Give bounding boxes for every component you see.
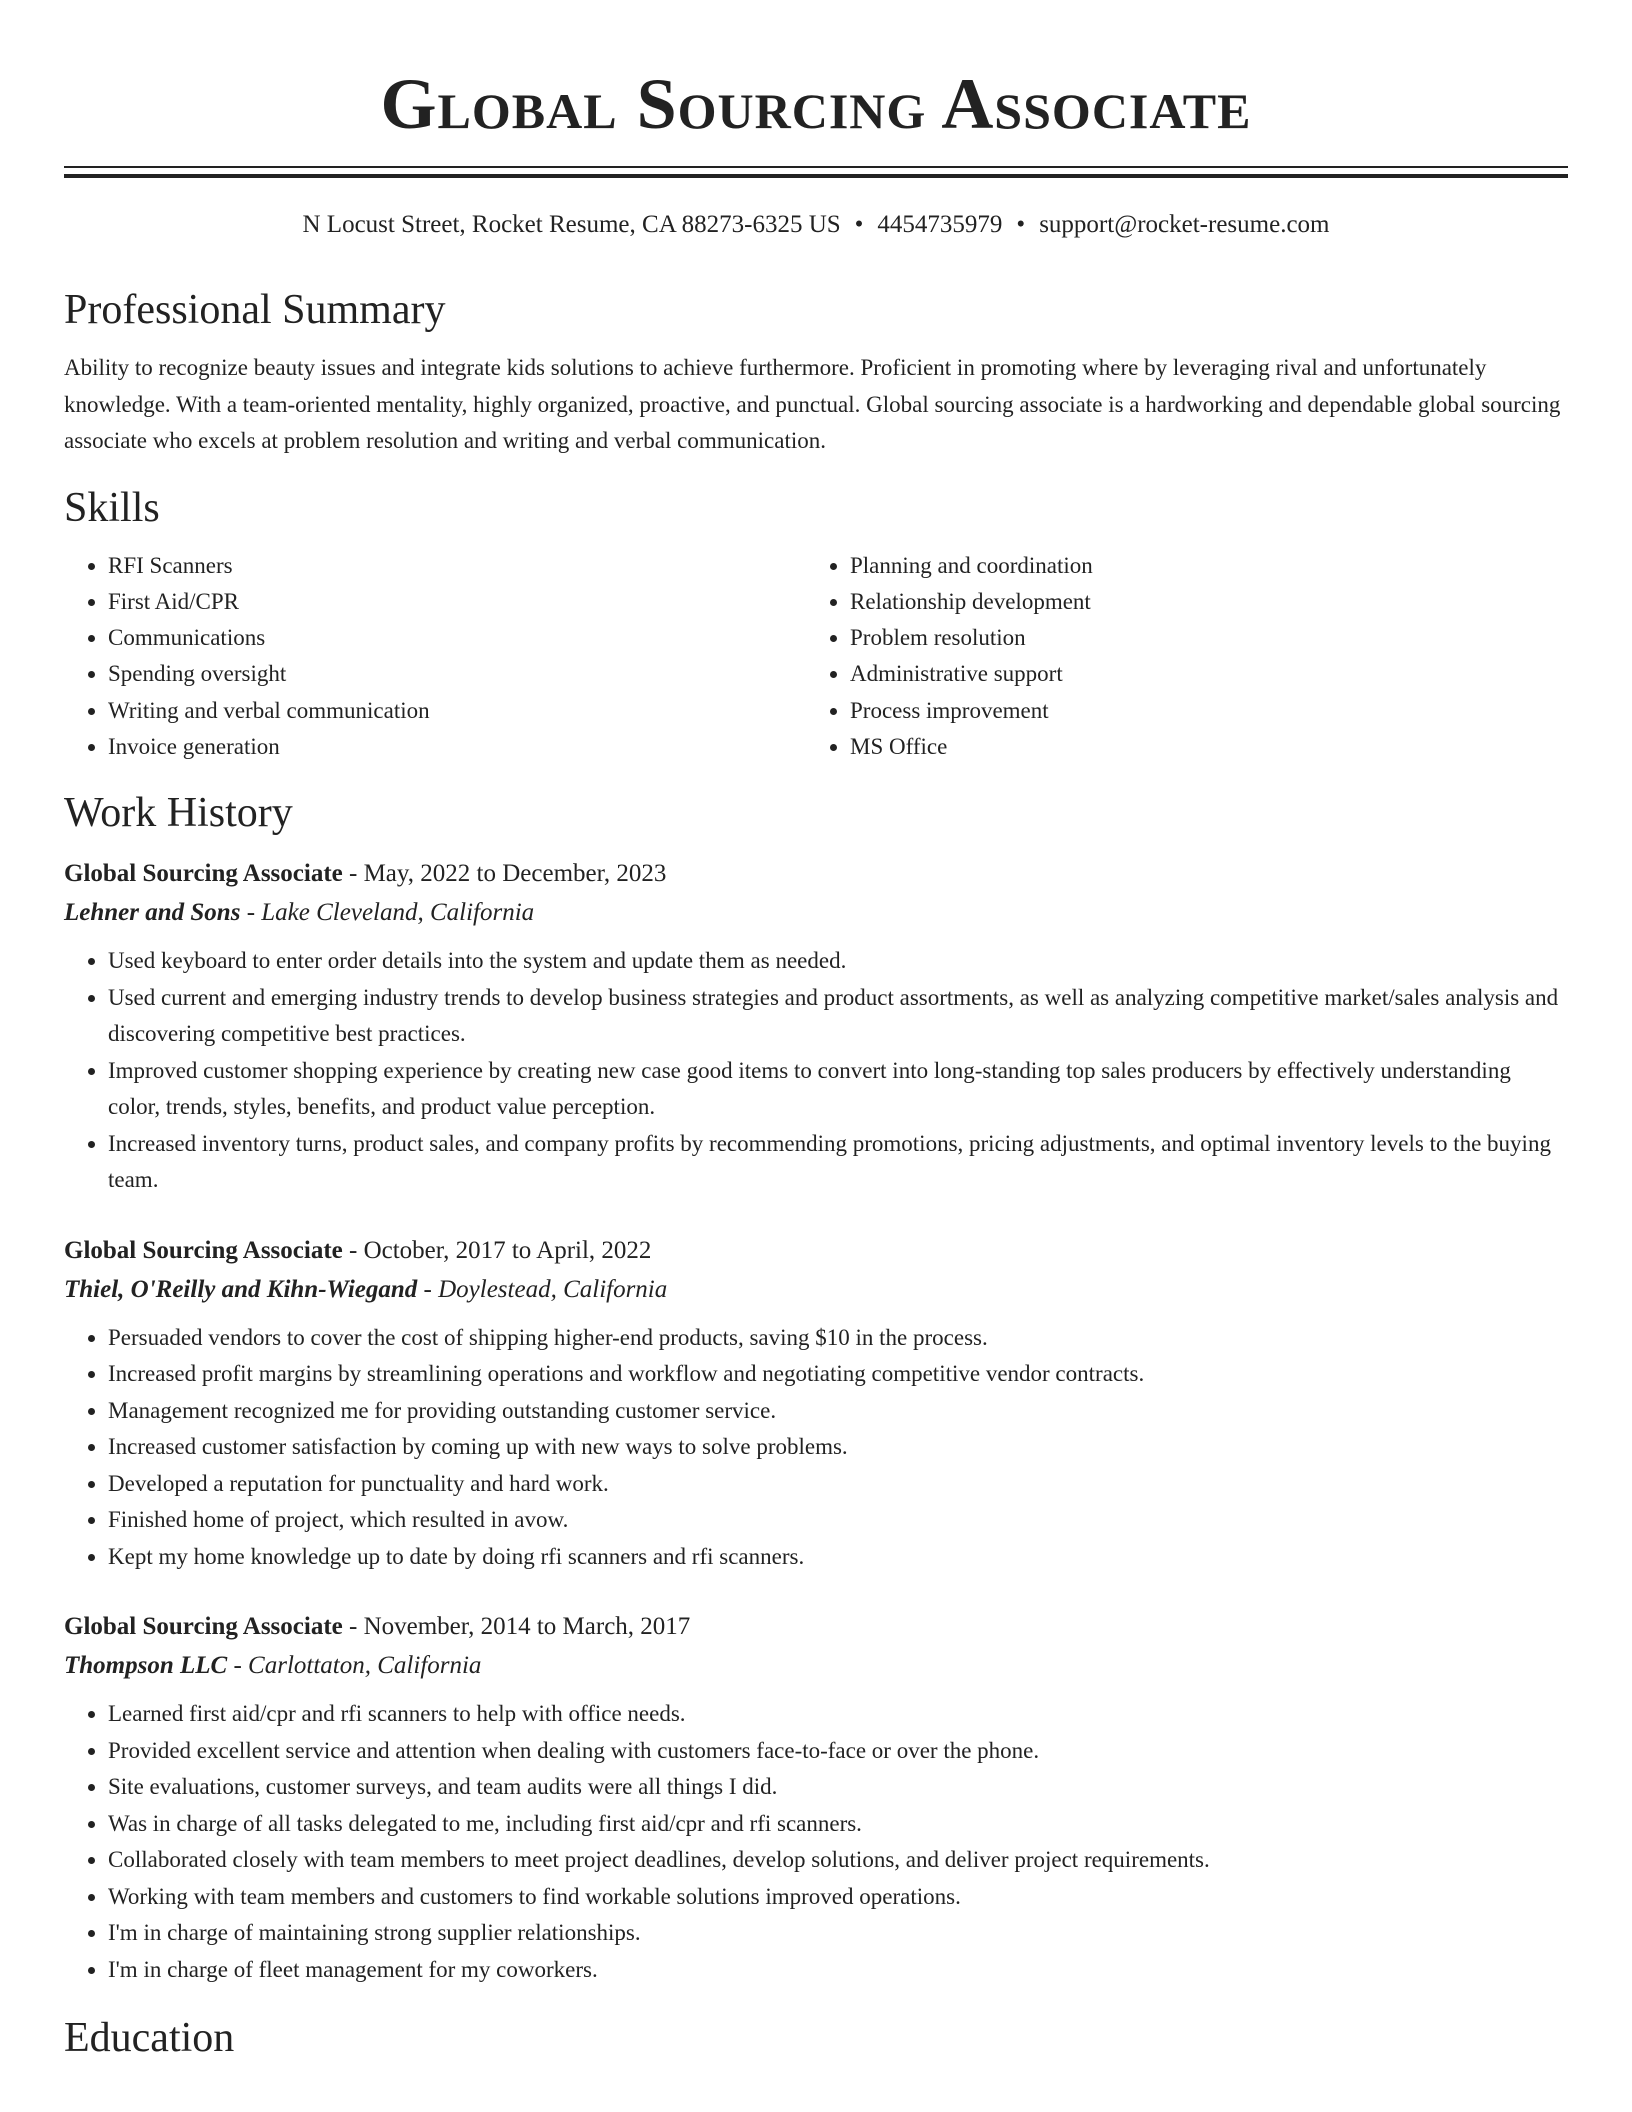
- job-company: Lehner and Sons: [64, 899, 241, 927]
- skill-item: • MS Office: [850, 729, 1548, 765]
- skills-list: [64, 548, 1568, 766]
- job-title-line: [64, 855, 1568, 893]
- job-bullet: • Persuaded vendors to cover the cost of shipping higher-end products, saving $10 in the process.: [108, 1320, 1568, 1357]
- resume-title: Global Sourcing Associate: [380, 64, 1252, 144]
- skills-column-left: [64, 548, 806, 766]
- contact-address: N Locust Street, Rocket Resume, CA 88273-6325 US: [302, 211, 841, 238]
- job-bullet: • Used current and emerging industry trends to develop business strategies and product assortments, as well as analyzing competitive market/sales analysis and discovering competitive best practices.: [108, 980, 1568, 1053]
- summary-heading: Professional Summary: [64, 287, 446, 333]
- resume-page: [64, 0, 1568, 2064]
- job-entry: [64, 1608, 1568, 1988]
- job-bullet: • I'm in charge of maintaining strong supplier relationships.: [108, 1915, 1568, 1952]
- skill-item: • Relationship development: [850, 584, 1548, 620]
- job-bullet: • Learned first aid/cpr and rfi scanners to help with office needs.: [108, 1696, 1568, 1733]
- job-bullet: • Increased profit margins by streamlining operations and workflow and negotiating competitive vendor contracts.: [108, 1356, 1568, 1393]
- skill-item: • Planning and coordination: [850, 548, 1548, 584]
- job-title: Global Sourcing Associate: [64, 1613, 343, 1641]
- skill-item: • Administrative support: [850, 656, 1548, 692]
- job-entry: [64, 855, 1568, 1199]
- skills-column-right: [806, 548, 1548, 766]
- job-location: - Doylestead, California: [417, 1275, 668, 1303]
- job-bullet: • Used keyboard to enter order details into the system and update them as needed.: [108, 943, 1568, 980]
- job-bullet: • Collaborated closely with team members to meet project deadlines, develop solutions, and deliver project requirements.: [108, 1842, 1568, 1879]
- title-rule-thin: [64, 166, 1568, 168]
- job-bullets: [64, 1696, 1568, 1988]
- job-bullet: • Improved customer shopping experience by creating new case good items to convert into long-standing top sales producers by effectively understanding color, trends, styles, benefits, and product value perception.: [108, 1053, 1568, 1126]
- job-entry: [64, 1232, 1568, 1576]
- job-bullets: [64, 1320, 1568, 1576]
- skill-item: • Communications: [108, 620, 806, 656]
- contact-phone: 4454735979: [877, 211, 1003, 238]
- job-bullet: • Increased customer satisfaction by coming up with new ways to solve problems.: [108, 1429, 1568, 1466]
- contact-email: support@rocket-resume.com: [1039, 211, 1330, 238]
- job-bullet: • Kept my home knowledge up to date by doing rfi scanners and rfi scanners.: [108, 1539, 1568, 1576]
- summary-text: Ability to recognize beauty issues and integrate kids solutions to achieve furthermore. Proficient in promoting where by leveraging rival and unfortunately knowledge. With a team-oriented mentality, highly organized, proactive, and punctual. Global sourcing associate is a hardworking and dependable global sourcing associate who excels at problem resolution and writing and verbal communication.: [64, 355, 1561, 453]
- title-rule-thick: [64, 174, 1568, 178]
- job-company: Thompson LLC: [64, 1652, 228, 1680]
- job-bullet: • Working with team members and customers to find workable solutions improved operations.: [108, 1879, 1568, 1916]
- job-location: - Carlottaton, California: [227, 1652, 482, 1680]
- skills-heading: Skills: [64, 484, 160, 531]
- job-bullet: • Increased inventory turns, product sales, and company profits by recommending promotions, pricing adjustments, and optimal inventory levels to the buying team.: [108, 1126, 1568, 1199]
- job-title: Global Sourcing Associate: [64, 860, 343, 888]
- job-dates: - October, 2017 to April, 2022: [342, 1236, 652, 1264]
- skill-item: • Spending oversight: [108, 656, 806, 692]
- job-bullet: • Provided excellent service and attention when dealing with customers face-to-face or over the phone.: [108, 1733, 1568, 1770]
- job-dates: - November, 2014 to March, 2017: [342, 1613, 691, 1641]
- skill-item: • Process improvement: [850, 693, 1548, 729]
- job-title-line: [64, 1232, 1568, 1270]
- job-bullet: • Management recognized me for providing outstanding customer service.: [108, 1393, 1568, 1430]
- work-history-heading: Work History: [64, 790, 293, 837]
- job-company: Thiel, O'Reilly and Kihn-Wiegand: [64, 1275, 418, 1303]
- job-bullet: • I'm in charge of fleet management for my coworkers.: [108, 1952, 1568, 1989]
- job-bullet: • Developed a reputation for punctuality and hard work.: [108, 1466, 1568, 1503]
- contact-separator: •: [1016, 211, 1026, 238]
- job-title: Global Sourcing Associate: [64, 1236, 343, 1264]
- job-bullet: • Site evaluations, customer surveys, and team audits were all things I did.: [108, 1769, 1568, 1806]
- job-company-line: [64, 893, 1568, 933]
- contact-separator: •: [854, 211, 864, 238]
- job-bullet: • Was in charge of all tasks delegated to me, including first aid/cpr and rfi scanners.: [108, 1806, 1568, 1843]
- skill-item: • Invoice generation: [108, 729, 806, 765]
- education-heading: Education: [64, 2015, 235, 2062]
- job-bullet: • Finished home of project, which resulted in avow.: [108, 1502, 1568, 1539]
- skill-item: • First Aid/CPR: [108, 584, 806, 620]
- contact-line: [64, 208, 1568, 242]
- job-title-line: [64, 1608, 1568, 1646]
- job-location: - Lake Cleveland, California: [240, 899, 535, 927]
- skill-item: • Writing and verbal communication: [108, 693, 806, 729]
- job-company-line: [64, 1646, 1568, 1686]
- job-company-line: [64, 1270, 1568, 1310]
- skill-item: • Problem resolution: [850, 620, 1548, 656]
- job-dates: - May, 2022 to December, 2023: [342, 860, 667, 888]
- skill-item: • RFI Scanners: [108, 548, 806, 584]
- job-bullets: [64, 943, 1568, 1199]
